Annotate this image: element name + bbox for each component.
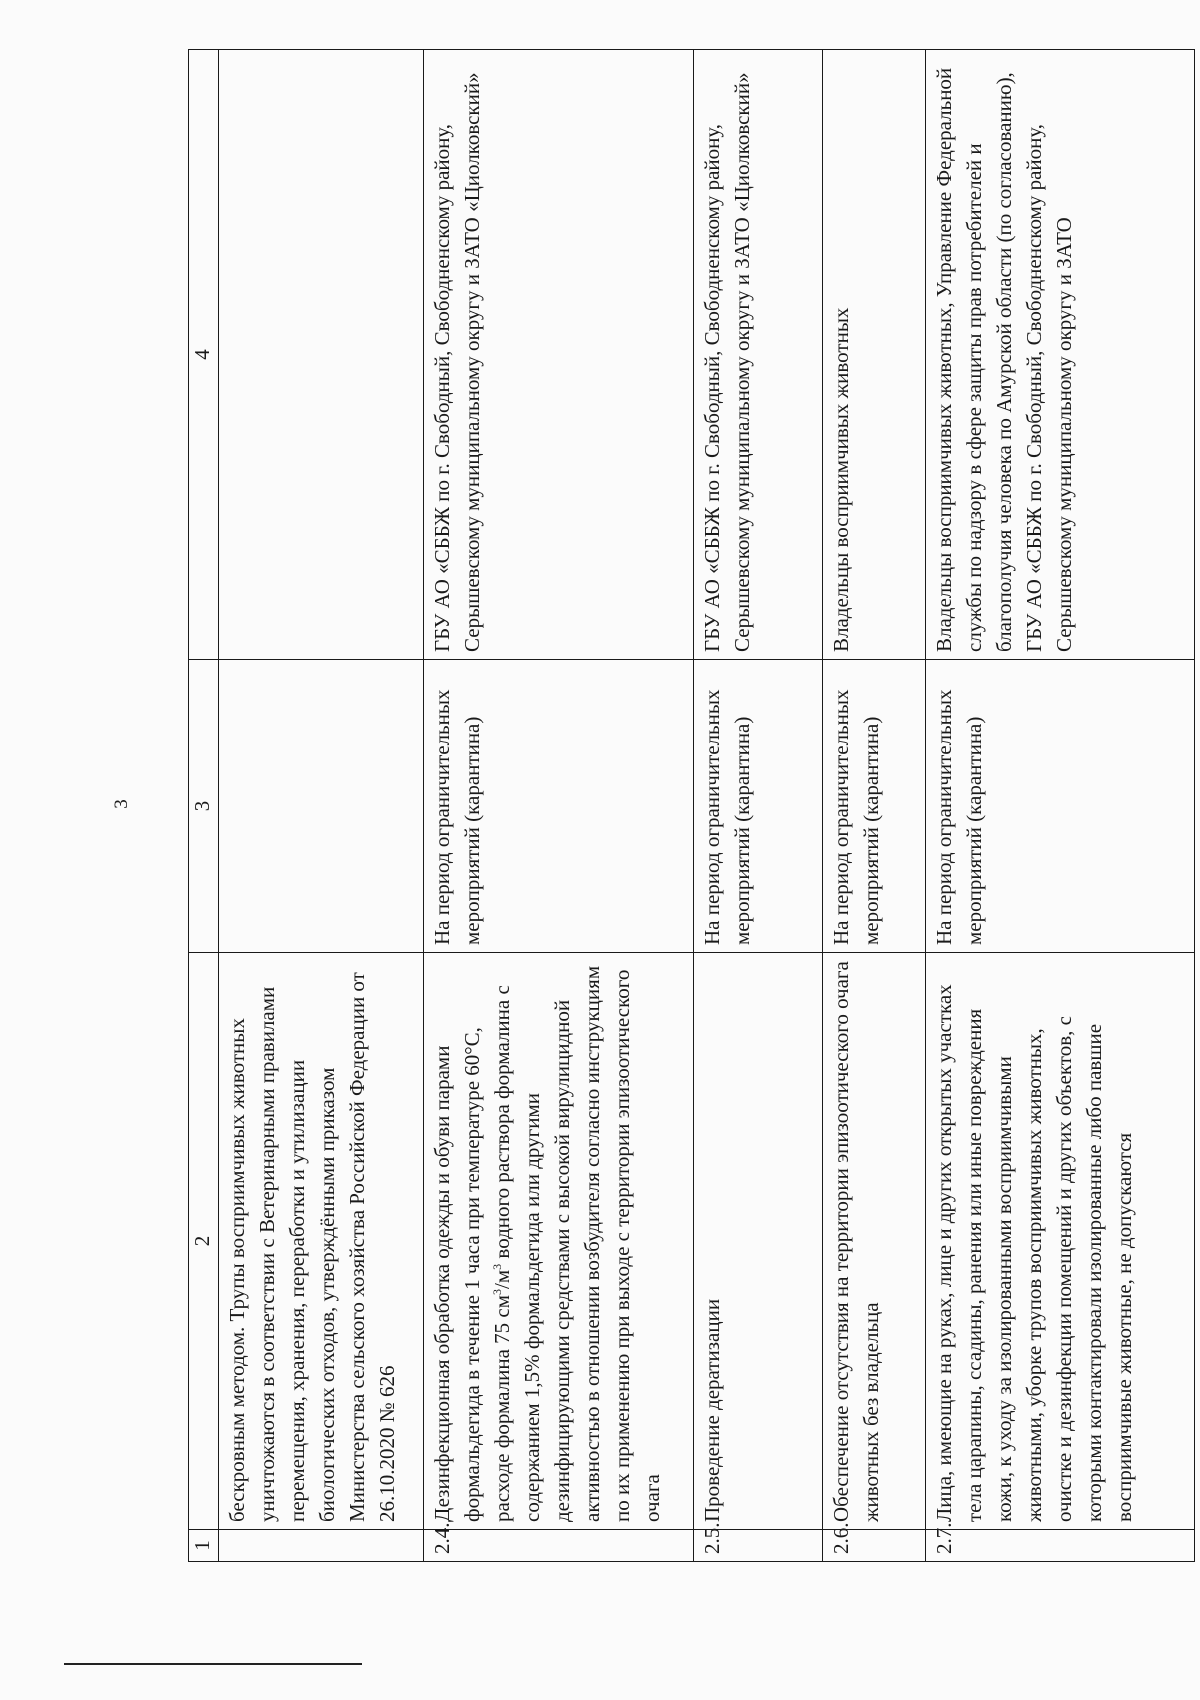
responsible-cell: Владельцы восприимчивых животных, Управление Федеральной службы по надзору в сфере защиты прав потребителей и благополучия человека по Амурской области (по согласованию), ГБУ АО «СББЖ по г. Свободный, Свободненскому району, Серышевскому муниципальному округу и ЗАТО bbox=[926, 50, 1195, 660]
table-row bbox=[926, 50, 1195, 1562]
scan-edge-line bbox=[64, 1663, 362, 1665]
table-row bbox=[423, 50, 694, 1562]
table-row bbox=[694, 50, 823, 1562]
period-cell bbox=[218, 660, 423, 953]
measure-cell bbox=[423, 953, 694, 1530]
period-cell: На период ограничительных мероприятий (карантина) bbox=[423, 660, 694, 953]
period-cell: На период ограничительных мероприятий (карантина) bbox=[926, 660, 1195, 953]
table-row bbox=[823, 50, 926, 1562]
table-header-row bbox=[189, 50, 219, 1562]
rotated-page-content bbox=[188, 50, 1195, 1562]
measure-text: Дезинфекционная обработка одежды и обуви парами формальдегида в течение 1 часа при температуре 60°С, расходе формалина 75 см bbox=[429, 1027, 514, 1522]
measure-cell: Проведение дератизации bbox=[694, 953, 823, 1530]
responsible-cell: ГБУ АО «СББЖ по г. Свободный, Свободненскому району, Серышевскому муниципальному округу и ЗАТО «Циолковский» bbox=[423, 50, 694, 660]
superscript: 3 bbox=[489, 1263, 504, 1270]
header-col-2: 2 bbox=[189, 953, 219, 1530]
responsible-cell: Владельцы восприимчивых животных bbox=[823, 50, 926, 660]
measure-cell: бескровным методом. Трупы восприимчивых животных уничтожаются в соответствии с Ветеринарными правилами перемещения, хранения, переработки и утилизации биологических отходов, утверждёнными приказом Министерства сельского хозяйства Российской Федерации от 26.10.2020 № 626 bbox=[218, 953, 423, 1530]
header-col-4: 4 bbox=[189, 50, 219, 660]
period-cell: На период ограничительных мероприятий (карантина) bbox=[823, 660, 926, 953]
responsible-cell: ГБУ АО «СББЖ по г. Свободный, Свободненскому району, Серышевскому муниципальному округу и ЗАТО «Циолковский» bbox=[694, 50, 823, 660]
measure-cell: Лица, имеющие на руках, лице и других открытых участках тела царапины, ссадины, ранения или иные повреждения кожи, к уходу за изолированными восприимчивыми животными, уборке трупов восприимчивых животных, очистке и дезинфекции помещений и других объектов, с которыми контактировали изолированные либо павшие восприимчивые животные, не допускаются bbox=[926, 953, 1195, 1530]
measure-text: водного раствора формалина с содержанием 1,5% формальдегида или другими дезинфицирующими средствами с высокой вирулицидной активностью в отношении возбудителя согласно инструкциям по их применению при выходе с территории эпизоотического очага bbox=[489, 965, 664, 1522]
measures-table bbox=[188, 49, 1195, 1562]
row-number: 2.4. bbox=[423, 1530, 694, 1562]
table-row bbox=[218, 50, 423, 1562]
measure-cell: Обеспечение отсутствия на территории эпизоотического очага животных без владельца bbox=[823, 953, 926, 1530]
row-number: 2.6. bbox=[823, 1530, 926, 1562]
header-col-1: 1 bbox=[189, 1530, 219, 1562]
superscript: 3 bbox=[489, 1288, 504, 1295]
responsible-cell bbox=[218, 50, 423, 660]
row-number bbox=[218, 1530, 423, 1562]
row-number: 2.5. bbox=[694, 1530, 823, 1562]
measure-text: /м bbox=[489, 1269, 514, 1289]
page-number: 3 bbox=[111, 799, 132, 809]
period-cell: На период ограничительных мероприятий (карантина) bbox=[694, 660, 823, 953]
header-col-3: 3 bbox=[189, 660, 219, 953]
row-number: 2.7. bbox=[926, 1530, 1195, 1562]
